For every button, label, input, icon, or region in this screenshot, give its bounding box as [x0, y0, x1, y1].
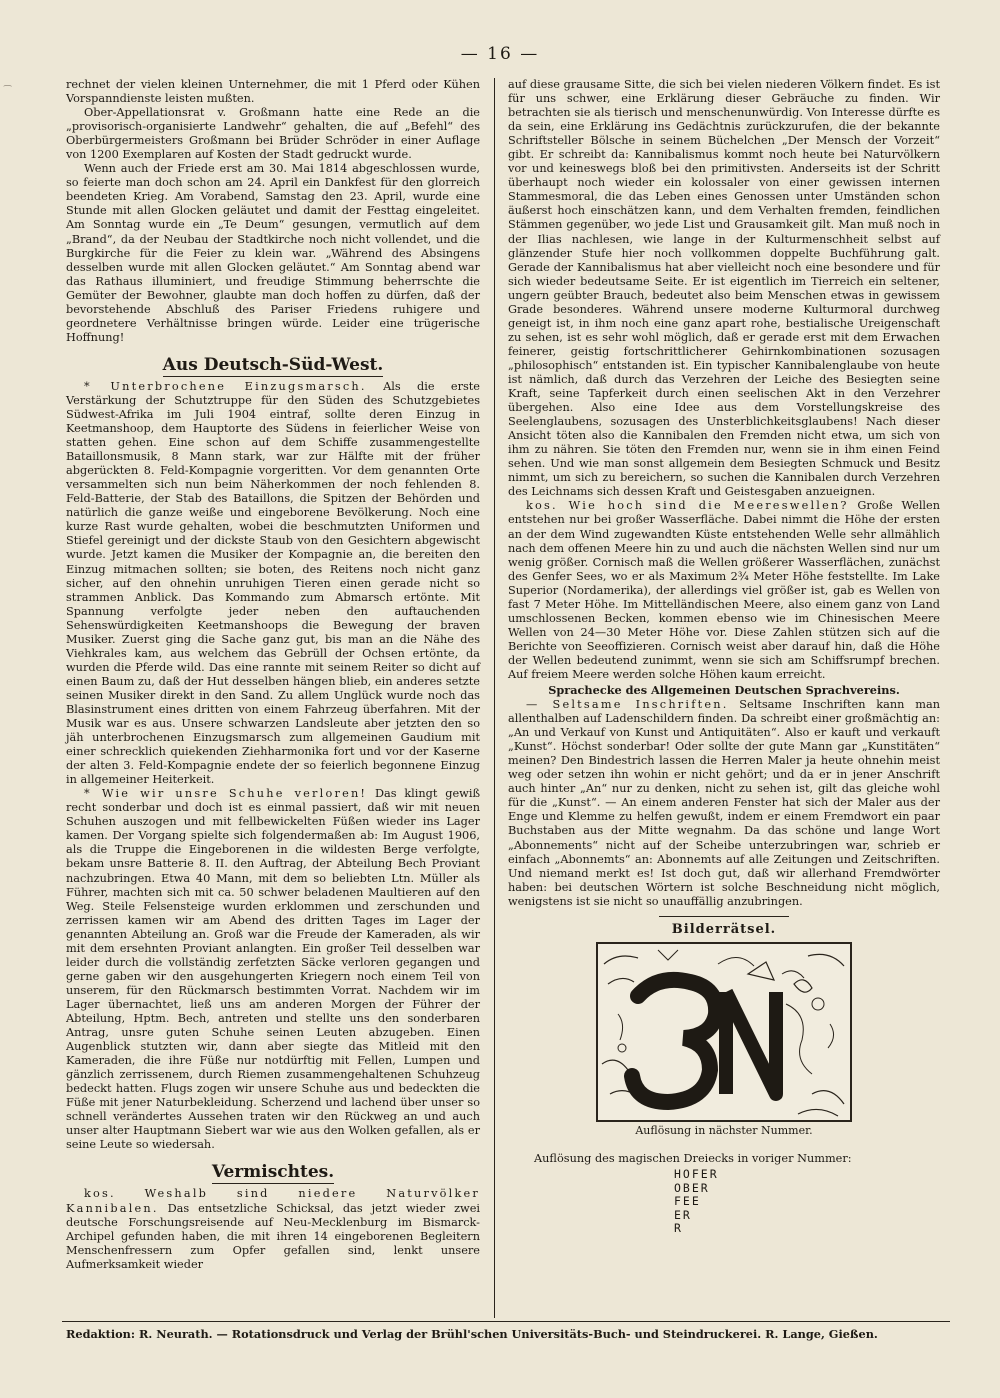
article-lead: * Wie wir unsre Schuhe verloren!	[84, 787, 368, 801]
article-body: Große Wellen entstehen nur bei großer Wasserfläche. Dabei nimmt die Höhe der ersten an der dem Wind zugewandten Küste entstehenden Welle sehr allmählich nach dem offenen Meere hin zu und auch die nächsten Wellen sind nur um wenig größer. Cornisch maß die Wellen größerer Wasserflächen, zunächst des Genfer Sees, wo er als Maximum 2¾ Meter Höhe feststellte. Im Lake Superior (Nordamerika), der allerdings viel größer ist, gab es Wellen von fast 7 Meter Höhe. Im Mittelländischen Meere, also einem ganz von Land umschlossenen Becken, kommen ebenso wie im Chinesischen Meere Wellen von 24—30 Meter Höhe vor. Diese Zahlen stützen sich auf die Berichte von Seeoffizieren. Cornisch weist aber darauf hin, daß die Höhe der Wellen bedeutend zunimmt, wenn sie sich am Schiffsrumpf brechen. Auf freiem Meere werden solche Höhen kaum erreicht.	[508, 499, 941, 681]
article-lead: kos. Weshalb sind niedere Naturvölker Kannibalen.	[66, 1187, 480, 1215]
article-lead: — Seltsame Inschriften.	[526, 698, 729, 712]
right-column	[508, 78, 940, 1236]
article-text	[66, 1187, 480, 1271]
article-body: Das entsetzliche Schicksal, das jetzt wieder zwei deutsche Forschungsreisende auf Neu-Mecklenburg im Bismarck-Archipel gefunden haben, die mit ihren 14 eingeborenen Begleitern Menschenfressern zum Opfer gefallen sind, lenkt unsere Aufmerksamkeit wieder	[66, 1201, 480, 1271]
article-text: Wenn auch der Friede erst am 30. Mai 1814 abgeschlossen wurde, so feierte man doch schon am 24. April ein Dankfest für den glorreich beendeten Krieg. Am Vorabend, Samstag den 23. April, wurde eine Stunde mit allen Glocken geläutet und damit der Festtag eingeleitet. Am Sonntag wurde ein „Te Deum“ gesungen, vermutlich auf dem „Brand“, da der Neubau der Stadtkirche noch nicht vollendet, und die Burgkirche für die Feier zu klein war. „Während des Absingens desselben wurde mit allen Glocken geläutet.“ Am Sonntag abend war das Rathaus illuminiert, und freudige Stimmung beherrschte die Gemüter der Bewohner, glaubte man doch hoffen zu dürfen, daß der bevorstehende Abschluß des Pariser Friedens ruhigere und geordnetere Verhältnisse bringen würde. Leider eine trügerische Hoffnung!	[66, 162, 480, 344]
footer-rule	[62, 1321, 950, 1322]
article-text	[508, 499, 940, 682]
margin-mark: ⁀	[4, 86, 12, 96]
heading-text: Aus Deutsch-Süd-West.	[162, 354, 384, 375]
article-lead: * Unterbrochene Einzugsmarsch.	[84, 379, 367, 393]
article-body: Als die erste Verstärkung der Schutztruppe für den Süden des Schutzgebietes Südwest-Afrika im Juli 1904 eintraf, sollte deren Einzug in Keetmanshoop, dem Hauptorte des Südens in feierlicher Weise von statten gehen. Eine schon auf dem Schiffe zusammengestellte Bataillonsmusik, 8 Mann stark, war zur Hälfte mit der früher abgerückten 8. Feld-Kompagnie vorgeritten. Vor dem genannten Orte versammelten sich nun beim Näherkommen der noch fehlenden 8. Feld-Batterie, der Stab des Bataillons, die Spitzen der Behörden und natürlich die ganze weiße und eingeborene Bevölkerung. Noch eine kurze Rast wurde gehalten, wobei die beschmutzten Uniformen und Stiefel gereinigt und der dickste Staub von den Gesichtern abgewischt wurde. Jetzt kamen die Musiker der Kompagnie an, die bereiten den Einzug mitmachen sollten; sie boten, des Reitens noch nicht ganz sicher, auf den ohnehin unruhigen Tieren einen gerade nicht so strammen Anblick. Das Kommando zum Abmarsch ertönte. Mit Spannung verfolgte jeder neben den auftauchenden Sehenswürdigkeiten Keetmanshoops die Bewegung der braven Musiker. Zuerst ging die Sache ganz gut, bis man an die Nähe des Viehkrales kam, aus welchem das Gebrüll der Ochsen ertönte, da wurden die Pferde wild. Das eine rannte mit seinem Reiter so dicht auf einen Baum zu, daß der Hut desselben hängen blieb, ein anderes setzte seinen Musiker direkt in den Sand. Zu allem Unglück wurde noch das Blasinstrument eines dritten von einem Fahrzeug überfahren. Mit der Musik war es aus. Unsere schwarzen Landsleute aber jetzten den so jäh unterbrochenen Einzugsmarsch zum allgemeinen Gaudium mit einer schrecklich quiekenden Ziehharmonika fort und vor der Kaserne der alten 3. Feld-Kompagnie endete der so feierlich begonnene Einzug in allgemeiner Heiterkeit.	[66, 379, 480, 787]
article-body: Seltsame Inschriften kann man allenthalben auf Ladenschildern finden. Da schreibt einer großmächtig an: „An und Verkauf von Kunst und Antiquitäten“. Also er kauft und verkauft „Kunst“. Höchst sonderbar! Oder sollte der gute Mann gar „Kunstitäten“ meinen? Den Bindestrich lassen die Herren Maler ja heute ohnehin meist weg oder setzen ihn wohin er nicht gehört; und da er in jener Anschrift auch hinter „An“ nur zu denken, nicht zu sehen ist, gilt das gleiche wohl für die „Kunst“. — An einem anderen Fenster hat sich der Maler aus der Enge und Klemme zu helfen gewußt, indem er einem Fremdwort ein paar Buchstaben aus der Mitte wegnahm. Da das schöne und lange Wort „Abonnements“ nicht auf der Scheibe unterzubringen war, schrieb er einfach „Abonnemts“ an: Abonnemts auf alle Zeitungen und Zeitschriften. Und niemand merkt es! Ist doch gut, daß wir allerhand Fremdwörter haben: bei deutschen Wörtern ist solche Beschneidung nicht möglich, wenigstens ist sie nicht so unauffällig anzubringen.	[508, 698, 940, 908]
heading-text: Vermischtes.	[211, 1162, 335, 1183]
rebus-title: Bilderrätsel.	[671, 921, 777, 937]
section-heading-vermischtes	[66, 1161, 480, 1183]
triangle-row: ER	[674, 1207, 692, 1222]
article-body: Das klingt gewiß recht sonderbar und doch ist es einmal passiert, daß wir mit neuen Schuhen auszogen und mit fellbewickelten Füßen wieder ins Lager kamen. Der Vorgang spielte sich folgendermaßen ab: Im August 1906, als die Truppe die Eingeborenen in die wildesten Berge verfolgte, bekam unsre Batterie 8. II. den Auftrag, der Abteilung Bech Proviant nachzubringen. Etwa 40 Mann, mit dem so beliebten Ltn. Müller als Führer, machten sich mit ca. 50 schwer beladenen Maultieren auf den Weg. Steile Felsensteige wurden erklommen und zerschunden und zerrissen kamen wir am Abend des dritten Tages im Lager der genannten Abteilung an. Groß war die Freude der Kameraden, als wir mit dem ersehnten Proviant anlangten. Ein großer Teil desselben war leider durch die vollständig zerfetzten Säcke verloren gegangen und gerne gaben wir den ausgehungerten Kriegern noch einem Teil von unserem, für den Rückmarsch bestimmten Vorrat. Nachdem wir im Lager übernachtet, ließ uns am anderen Morgen der Führer der Abteilung, Hptm. Bech, antreten und stellte uns den sonderbaren Antrag, unsre guten Schuhe seinen Leuten abzugeben. Einen Augenblick stutzten wir, dann aber siegte das Mitleid mit den Kameraden, die ihre Füße nur notdürftig mit Fellen, Lumpen und gänzlich zerrissenem, durch Riemen zusammengehaltenen Schuhzeug bedeckt hatten. Flugs zogen wir unsere Schuhe aus und bedeckten die Füße mit jener Naturbekleidung. Scherzend und lachend über unser so schnell verändertes Aussehen traten wir den Rückweg an und auch unser alter Hauptmann Siebert war wie aus den Wolken gefallen, als er seine Leute so wiedersah.	[66, 787, 480, 1152]
footer-imprint: Redaktion: R. Neurath. — Rotationsdruck und Verlag der Brühl'schen Universitäts-Buch- und Steindruckerei. R. Lange, Gießen.	[66, 1327, 878, 1341]
rebus-picture	[596, 942, 852, 1122]
triangle-row: FEE	[674, 1194, 701, 1209]
magic-triangle-heading: Auflösung des magischen Dreiecks in voriger Nummer:	[534, 1151, 852, 1165]
article-text	[66, 787, 480, 1152]
page-number: — 16 —	[460, 44, 540, 64]
article-text: Ober-Appellationsrat v. Großmann hatte eine Rede an die „provisorisch-organisierte Landwehr“ gehalten, die auf „Befehl“ des Oberbürgermeisters Großmann bei Brüder Schröder in einer Auflage von 1200 Exemplaren auf Kosten der Stadt gedruckt wurde.	[66, 106, 480, 162]
left-column	[66, 78, 480, 1272]
column-divider	[494, 78, 495, 1318]
article-text: auf diese grausame Sitte, die sich bei vielen niederen Völkern findet. Es ist für uns schwer, eine Erklärung dieser Gebräuche zu finden. Wir betrachten sie als tierisch und menschenunwürdig. Von Interesse dürfte es da sein, eine Erklärung ins Gedächtnis zurückzurufen, die der bekannte Schriftsteller Bölsche in seinem Büchelchen „Der Mensch der Vorzeit“ gibt. Er schreibt da: Kannibalismus kommt noch heute bei Naturvölkern vor und keineswegs bloß bei den primitivsten. Anderseits ist der Schritt überhaupt noch wieder ein kolossaler von einer gewissen internen Stammesmoral, die das Leben eines Genossen unter Umständen schon äußerst hoch einschätzen kann, und dem Verhalten fremden, feindlichen Stämmen gegenüber, wo jede List und Grausamkeit gilt. Man muß noch in der Ilias nachlesen, wie lange in der Kulturmenschheit selbst auf glänzender Stufe hier noch vollkommen doppelte Buchführung galt. Gerade der Kannibalismus hat aber vielleicht noch eine besondere und für sich wieder bedeutsame Seite. Er ist eigentlich im Tierreich ein seltener, ungern geübter Brauch, bedeutet also beim Menschen etwas in gewissem Grade besonderes. Während unsere moderne Kulturmoral durchweg geneigt ist, in ihm noch eine ganz apart rohe, bestialische Ureigenschaft zu sehen, ist es sehr wohl möglich, daß er gerade erst mit dem Erwachen feinerer, geistig fortschrittlicherer Gehirnkombinationen sozusagen „philosophisch“ entstanden ist. Ein typischer Kannibalenglaube von heute ist nämlich, daß durch das Verzehren der Leiche des Besiegten seine Kraft, seine Tapferkeit durch einen seelischen Akt in den Verzehrer übergehen. Also eine Idee aus dem Vorstellungskreise des Seelenglaubens, sozusagen des Unsterblichkeitsglaubens! Nach dieser Ansicht töten also die Kannibalen den Fremden nicht etwa, um sich von ihm zu nähren. Sie töten den Fremden nur, wenn sie in ihm einen Feind sehen. Und wie man sonst allgemein dem Besiegten Schmuck und Besitz nimmt, um sich zu bereichern, so suchen die Kannibalen durch Verzehren des Leichnams sich dessen Kraft und Geistesgaben anzueignen.	[508, 78, 940, 499]
magic-triangle	[674, 1168, 940, 1236]
article-text	[66, 380, 480, 787]
separator-rule	[659, 916, 789, 917]
article-lead: kos. Wie hoch sind die Meereswellen?	[526, 499, 849, 513]
triangle-row: R	[674, 1221, 683, 1236]
triangle-row: HOFER	[674, 1166, 719, 1181]
rebus-caption: Auflösung in nächster Nummer.	[635, 1123, 813, 1137]
section-heading-suedwest	[66, 354, 480, 376]
triangle-row: OBER	[674, 1180, 710, 1195]
section-subheading: Sprachecke des Allgemeinen Deutschen Sprachvereins.	[548, 683, 900, 698]
article-text	[508, 698, 940, 909]
rebus-illustration	[598, 944, 850, 1120]
article-text: rechnet der vielen kleinen Unternehmer, die mit 1 Pferd oder Kühen Vorspanndienste leisten mußten.	[66, 78, 480, 106]
